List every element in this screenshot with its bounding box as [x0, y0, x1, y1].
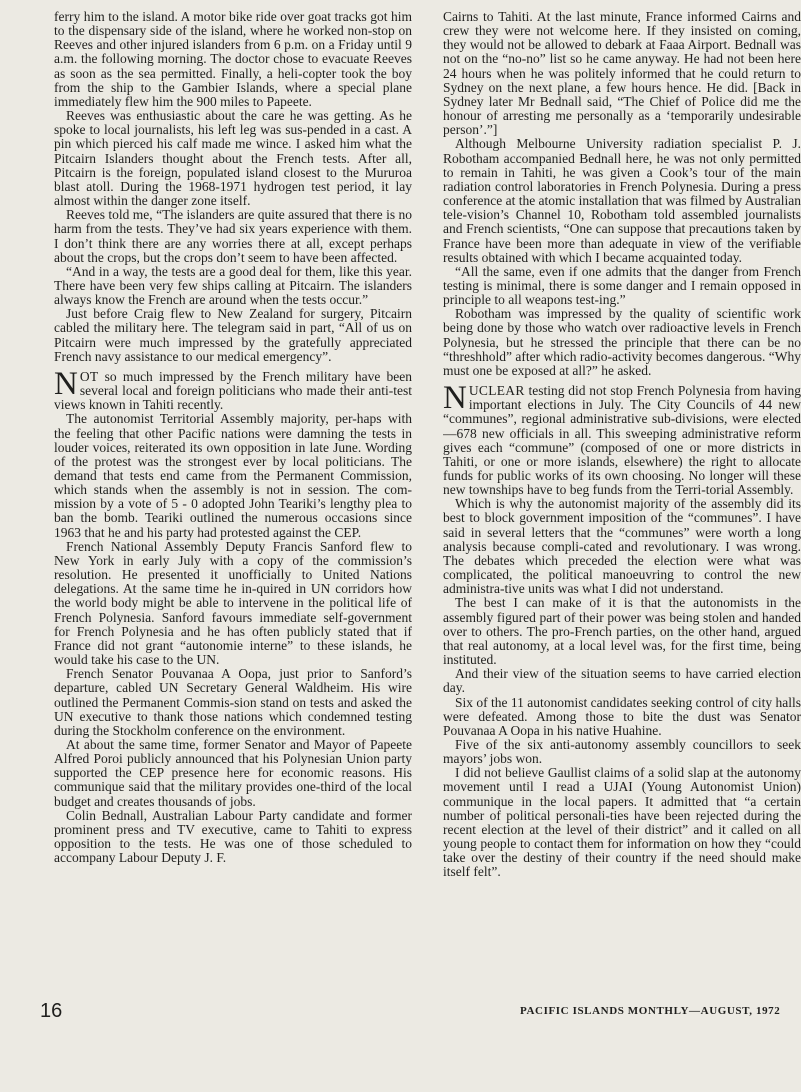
paragraph: Six of the 11 autonomist candidates seeking control of city halls were defeated. Among those to bite the dust was Senator Pouvanaa A Oopa in his native Huahine.	[443, 694, 801, 738]
paragraph: Colin Bednall, Australian Labour Party candidate and former prominent press and TV executive, came to Tahiti to express opposition to the tests. He was one of those scheduled to accompany Labour Deputy J. F.	[54, 807, 412, 866]
paragraph: Which is why the autonomist majority of the assembly did its best to block government imposition of the “communes”. I have said in several letters that the “communes” were worth a long analysis because compli-cated and revolutionary. I was wrong. The debates which preceded the election were what was complicated, the political manoeuvring to control the new administra-tive units was what I did not understand.	[443, 496, 801, 597]
drop-cap-lead-word: UCLEAR	[468, 383, 525, 399]
paragraph-text: testing did not stop French Polynesia from having important elections in July. The City Councils of 44 new “communes”, regional administrative sub-divisions, were elected—678 new officials in all. This sweeping administrative reform gives each “commune” (composed of one or more districts in Tahiti, or one or more islands, elsewhere) the right to allocate funds for public works of its own choosing. No longer will these new townships have to beg funds from the Terri-torial Assembly.	[443, 383, 801, 498]
paragraph: The autonomist Territorial Assembly majority, per-haps with the feeling that other Pacific nations were damning the tests in louder voices, reiterated its own opposition in late June. Wording of the protest was the strongest ever by local politicians. The demand that tests end came from the Permanent Commission, which stands when the assembly is not in session. The com-mission by a vote of 5 - 0 adopted John Teariki’s lengthy plea to ban the bomb. Teariki outlined the numerous occasions since 1963 that he and his party had protested against the CEP.	[54, 411, 412, 540]
article-column-right	[443, 10, 801, 880]
paragraph: Reeves was enthusiastic about the care he was getting. As he spoke to local journalists, his left leg was sus-pended in a cast. A pin which pierced his calf made me wince. I asked him what the Pitcairn Islanders thought about the French tests. After all, Pitcairn is the foreign, populated island closest to the Mururoa blast atoll. During the 1968-1971 hydrogen test period, it lay almost within the danger zone itself.	[54, 108, 412, 209]
paragraph: “And in a way, the tests are a good deal for them, like this year. There have been very few ships calling at Pitcairn. The islanders always know the French are around when the tests occur.”	[54, 263, 412, 308]
drop-cap-letter: N	[54, 365, 78, 402]
paragraph: Cairns to Tahiti. At the last minute, France informed Cairns and crew they were not welcome here. If they insisted on coming, they would not be allowed to debark at Faaa Airport. Bednall was not on the “no-no” list so he came anyway. He had not been here 24 hours when he was politely informed that he could return to Sydney on the next plane, a few hours hence. He did. [Back in Sydney later Mr Bednall said, “The Chief of Police did me the honour of arresting me personally as a ‘temporarily undesirable person’.”]	[443, 10, 801, 138]
paragraph: Although Melbourne University radiation specialist P. J. Robotham accompanied Bednall here, he was not only permitted to remain in Tahiti, he was given a Cook’s tour of the main radiation control laboratories in French Polynesia. During a press conference at the atomic installation that was filmed by Australian tele-vision’s Channel 10, Robotham told assembled journalists and French scientists, “One can suppose that precautions taken by France have been more than adequate in view of the verifiable results obtained with which I became acquainted today.	[443, 136, 801, 265]
paragraph: French Senator Pouvanaa A Oopa, just prior to Sanford’s departure, cabled UN Secretary General Waldheim. His wire outlined the Permanent Commis-sion stand on tests and asked the UN executive to thank those nations which condemned testing during the Stockholm conference on the environment.	[54, 666, 412, 738]
page-number: 16	[40, 1000, 63, 1022]
paragraph: Reeves told me, “The islanders are quite assured that there is no harm from the tests. They’ve had six years experience with them. I don’t think there are any worries there at all, except perhaps about the crops, but the crops don’t seem to have been affected.	[54, 207, 412, 265]
running-footer-masthead: PACIFIC ISLANDS MONTHLY—AUGUST, 1972	[520, 1005, 781, 1017]
paragraph: And their view of the situation seems to have carried election day.	[443, 666, 801, 696]
paragraph: At about the same time, former Senator and Mayor of Papeete Alfred Poroi publicly announced that his Polynesian Union party supported the CEP presence here for economic reasons. His communique said that the military provides one-third of the local budget and creates thousands of jobs.	[54, 736, 412, 809]
paragraph: Just before Craig flew to New Zealand for surgery, Pitcairn cabled the military here. The telegram said in part, “All of us on Pitcairn were much impressed by the gratefully appreciated French navy assistance to our medical emergency”.	[54, 306, 412, 364]
article-column-left	[54, 10, 412, 865]
paragraph: Five of the six anti-autonomy assembly councillors to seek mayors’ jobs won.	[443, 736, 801, 767]
paragraph: The best I can make of it is that the autonomists in the assembly figured part of their power was being stolen and handed over to others. The pro-French parties, on the other hand, argued that real autonomy, at a local level was, for the first time, being instituted.	[443, 595, 801, 668]
paragraph: ferry him to the island. A motor bike ride over goat tracks got him to the dispensary side of the island, where he worked non-stop on Reeves and other injured islanders from 6 p.m. on a Friday until 9 a.m. the following morning. The doctor chose to evacuate Reeves as soon as the sea permitted. Finally, a heli-copter took the boy from the ship to the Gambier Islands, where a special plane immediately flew him the 900 miles to Papeete.	[54, 9, 412, 109]
paragraph-text: so much impressed by the French military have been several local and foreign politicians who made their anti-test views known in Tahiti recently.	[54, 368, 412, 413]
paragraph: Robotham was impressed by the quality of scientific work being done by those who watch over radioactive levels in French Polynesia, but he stressed the principle that there can be no “threshhold” after which radio-activity becomes dangerous. “Why must one be exposed at all?” he asked.	[443, 306, 801, 378]
paragraph: I did not believe Gaullist claims of a solid slap at the autonomy movement until I read a UJAI (Young Autonomist Union) communique in the local papers. It admitted that “a certain number of political personali-ties have been rejected during the recent election at the level of their district” and it called on all young people to contact them for information on how they “could take over the destiny of their country if the need should make itself felt”.	[443, 765, 801, 880]
paragraph: “All the same, even if one admits that the danger from French testing is minimal, there is some danger and I remain opposed in principle to all weapons test-ing.”	[443, 263, 801, 308]
section-opening-paragraph	[443, 380, 801, 498]
paragraph: French National Assembly Deputy Francis Sanford flew to New York in early July with a copy of the commission’s resolution. He presented it unofficially to United Nations delegations. At the same time he in-quired in UN corridors how the world body might be able to intervene in the political life of French Polynesia. Sanford favours immediate self-government for French Polynesia and he has often publicly stated that if France did not grant “autonomie interne” to these islands, he would take his case to the UN.	[54, 538, 412, 668]
drop-cap-letter: N	[443, 380, 467, 417]
drop-cap-lead-word: OT	[79, 368, 99, 384]
section-opening-paragraph	[54, 365, 412, 413]
